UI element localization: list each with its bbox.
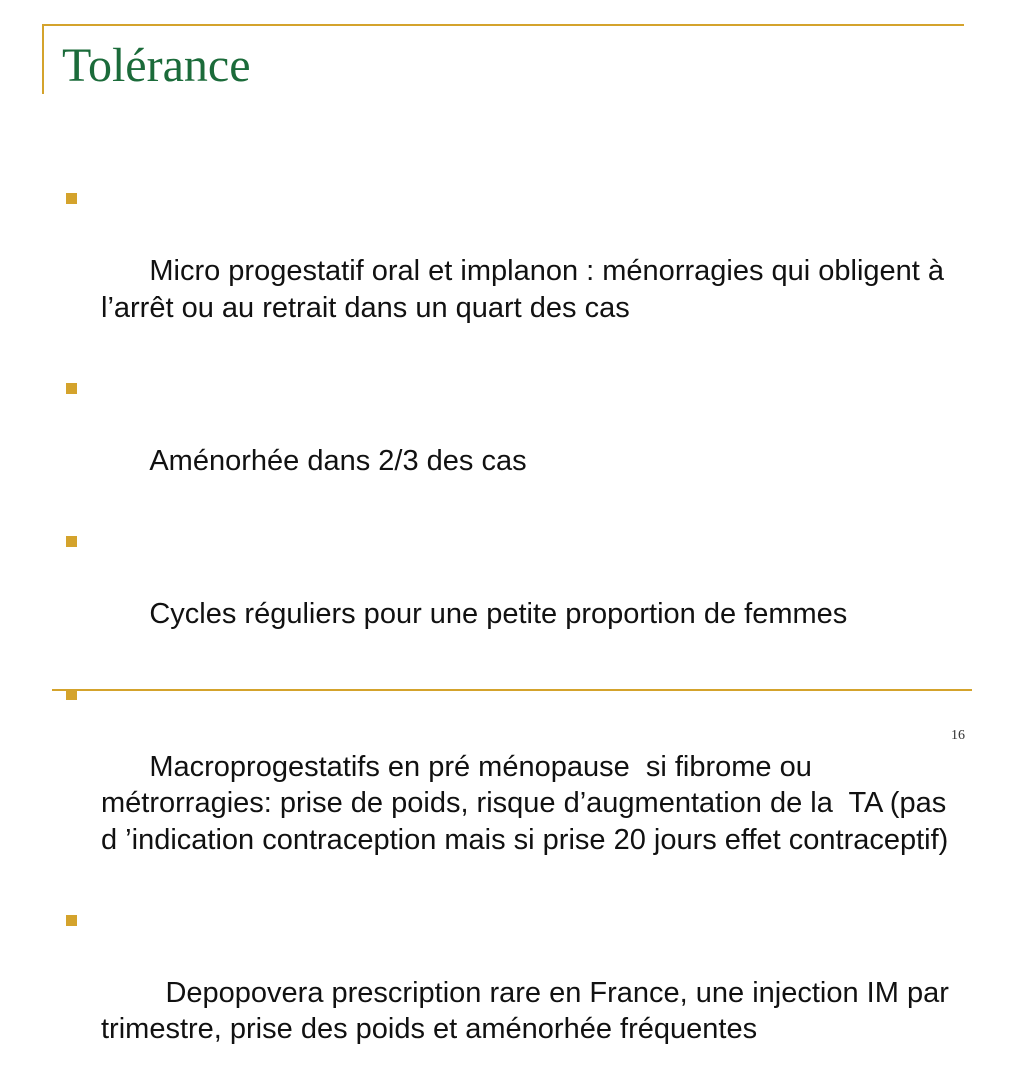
bullet-text: Micro progestatif oral et implanon : ménorragies qui obligent à l’arrêt ou au retrait dans un quart des cas [101,255,953,324]
bullet-text: Aménorhée dans 2/3 des cas [149,444,527,477]
bullet-item [62,902,962,1085]
slide-title: Tolérance [62,39,251,92]
left-rule [42,24,44,94]
bullet-text: Depopovera prescription rare en France, une injection IM par trimestre, prise des poids et aménorhée fréquentes [101,976,957,1045]
bullet-item [62,676,962,895]
page-number: 16 [951,728,965,743]
bullet-list [62,180,962,1091]
square-bullet-icon [66,383,77,394]
square-bullet-icon [66,915,77,926]
bullet-item [62,180,962,363]
bullet-item [62,523,962,669]
bullet-item [62,370,962,516]
square-bullet-icon [66,193,77,204]
bottom-rule [52,689,972,691]
bullet-text: Cycles réguliers pour une petite proportion de femmes [149,597,848,630]
bullet-text: Macroprogestatifs en pré ménopause si fibrome ou métrorragies: prise de poids, risque d’augmentation de la TA (pas d ’indication contraception mais si prise 20 jours effet contraceptif) [101,750,955,856]
top-rule [42,24,964,26]
square-bullet-icon [66,536,77,547]
